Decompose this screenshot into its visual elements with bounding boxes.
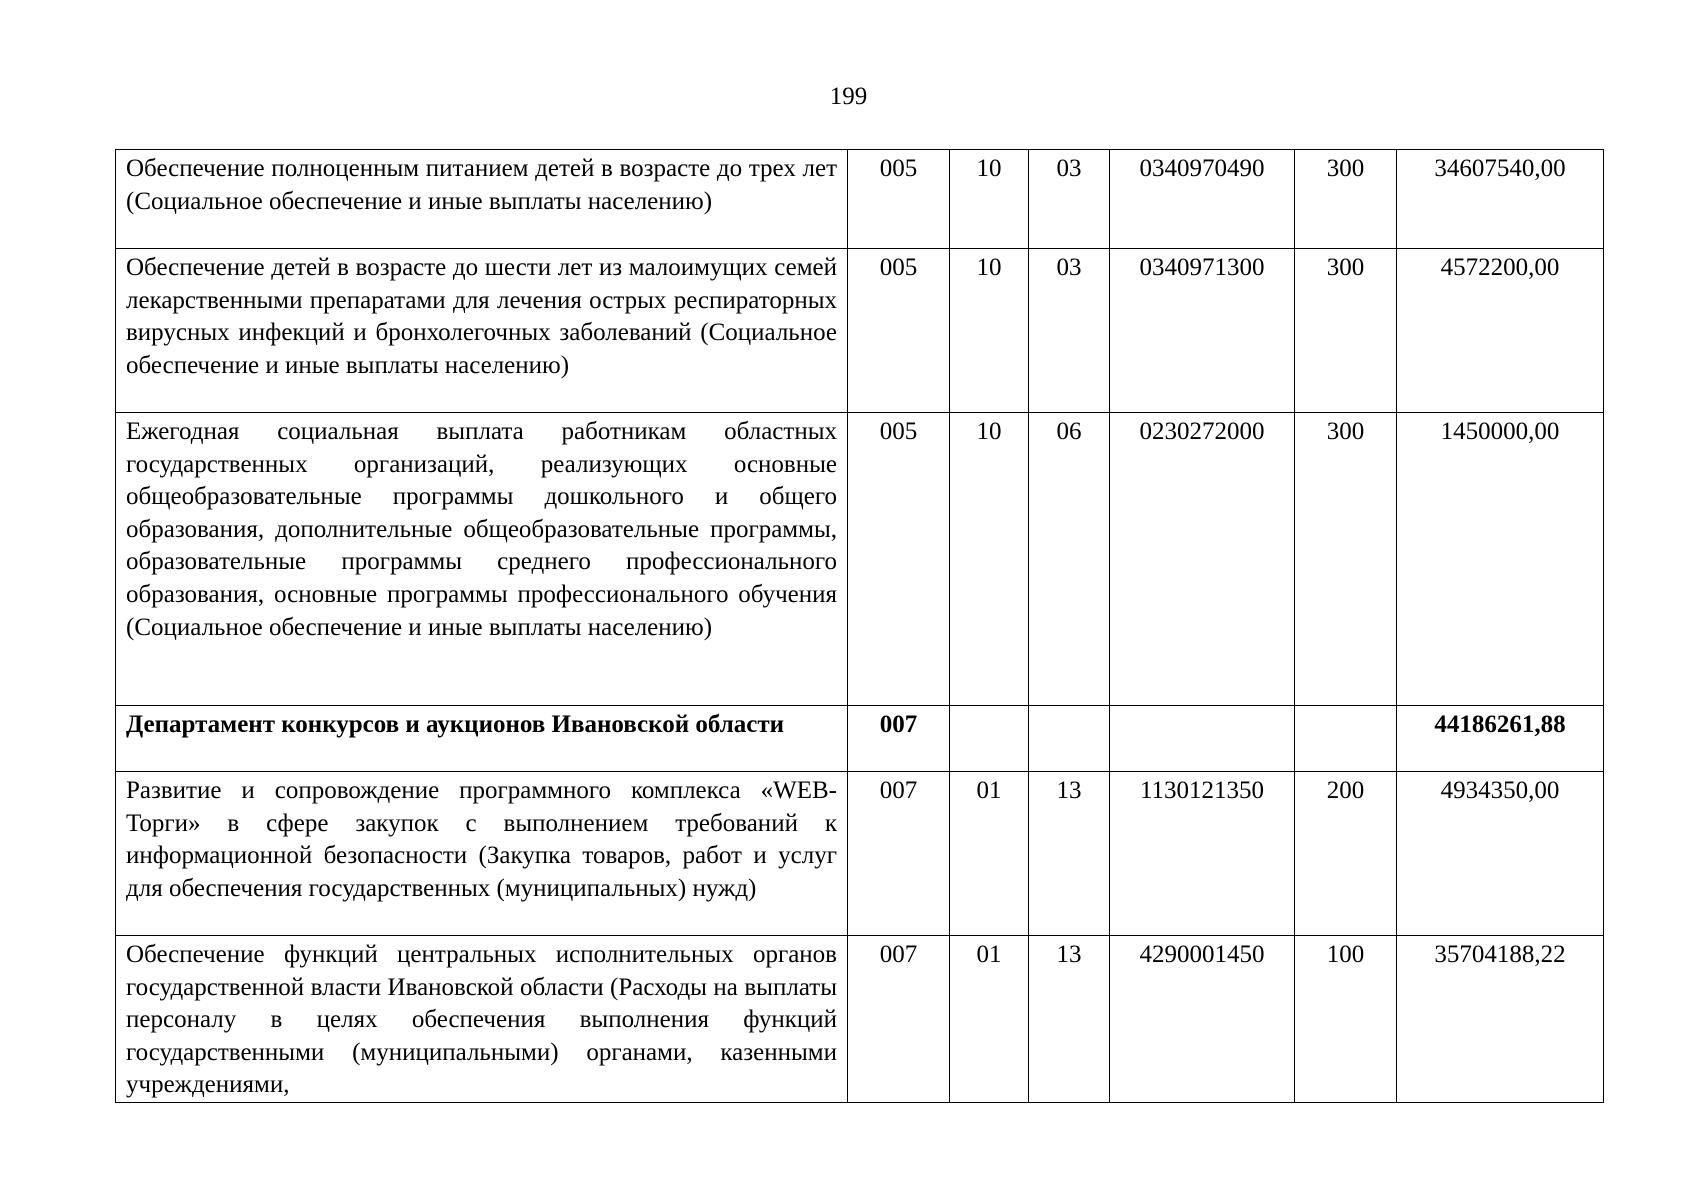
expense-type-code: 200	[1295, 772, 1397, 936]
section-code: 01	[950, 772, 1029, 936]
row-name: Департамент конкурсов и аукционов Ивановской области	[116, 706, 848, 772]
row-name: Развитие и сопровождение программного комплекса «WEB-Торги» в сфере закупок с выполнением требований к информационной безопасности (Закупка товаров, работ и услуг для обеспечения государственных (муниципальных) нужд)	[116, 772, 848, 936]
target-article-code: 0340970490	[1110, 150, 1295, 249]
table-row	[116, 249, 1604, 413]
section-code: 10	[950, 150, 1029, 249]
row-name: Ежегодная социальная выплата работникам областных государственных организаций, реализующих основные общеобразовательные программы дошкольного и общего образования, дополнительные общеобразовательные программы, образовательные программы среднего профессионального образования, основные программы профессионального обучения (Социальное обеспечение и иные выплаты населению)	[116, 413, 848, 706]
ministry-code: 007	[848, 936, 950, 1103]
ministry-code: 005	[848, 413, 950, 706]
target-article-code	[1110, 706, 1295, 772]
table-row	[116, 413, 1604, 706]
amount: 34607540,00	[1397, 150, 1604, 249]
expense-type-code: 300	[1295, 150, 1397, 249]
ministry-code: 005	[848, 249, 950, 413]
expense-type-code: 300	[1295, 249, 1397, 413]
subsection-code: 13	[1029, 936, 1110, 1103]
subsection-code: 13	[1029, 772, 1110, 936]
amount: 35704188,22	[1397, 936, 1604, 1103]
ministry-code: 007	[848, 772, 950, 936]
target-article-code: 1130121350	[1110, 772, 1295, 936]
table-row-department	[116, 706, 1604, 772]
subsection-code	[1029, 706, 1110, 772]
expense-type-code: 300	[1295, 413, 1397, 706]
ministry-code: 007	[848, 706, 950, 772]
amount: 1450000,00	[1397, 413, 1604, 706]
expense-type-code	[1295, 706, 1397, 772]
section-code: 10	[950, 413, 1029, 706]
target-article-code: 4290001450	[1110, 936, 1295, 1103]
amount: 4934350,00	[1397, 772, 1604, 936]
target-article-code: 0230272000	[1110, 413, 1295, 706]
row-name: Обеспечение полноценным питанием детей в возрасте до трех лет (Социальное обеспечение и иные выплаты населению)	[116, 150, 848, 249]
table-row	[116, 936, 1604, 1103]
section-code: 10	[950, 249, 1029, 413]
expense-type-code: 100	[1295, 936, 1397, 1103]
subsection-code: 06	[1029, 413, 1110, 706]
row-name: Обеспечение функций центральных исполнительных органов государственной власти Ивановской области (Расходы на выплаты персоналу в целях обеспечения выполнения функций государственными (муниципальными) органами, казенными учреждениями,	[116, 936, 848, 1103]
ministry-code: 005	[848, 150, 950, 249]
page-number: 199	[829, 83, 868, 110]
table-row	[116, 150, 1604, 249]
table-row	[116, 772, 1604, 936]
section-code	[950, 706, 1029, 772]
section-code: 01	[950, 936, 1029, 1103]
row-name: Обеспечение детей в возрасте до шести лет из малоимущих семей лекарственными препаратами для лечения острых респираторных вирусных инфекций и бронхолегочных заболеваний (Социальное обеспечение и иные выплаты населению)	[116, 249, 848, 413]
amount: 44186261,88	[1397, 706, 1604, 772]
subsection-code: 03	[1029, 150, 1110, 249]
budget-table	[115, 149, 1604, 1103]
amount: 4572200,00	[1397, 249, 1604, 413]
subsection-code: 03	[1029, 249, 1110, 413]
target-article-code: 0340971300	[1110, 249, 1295, 413]
